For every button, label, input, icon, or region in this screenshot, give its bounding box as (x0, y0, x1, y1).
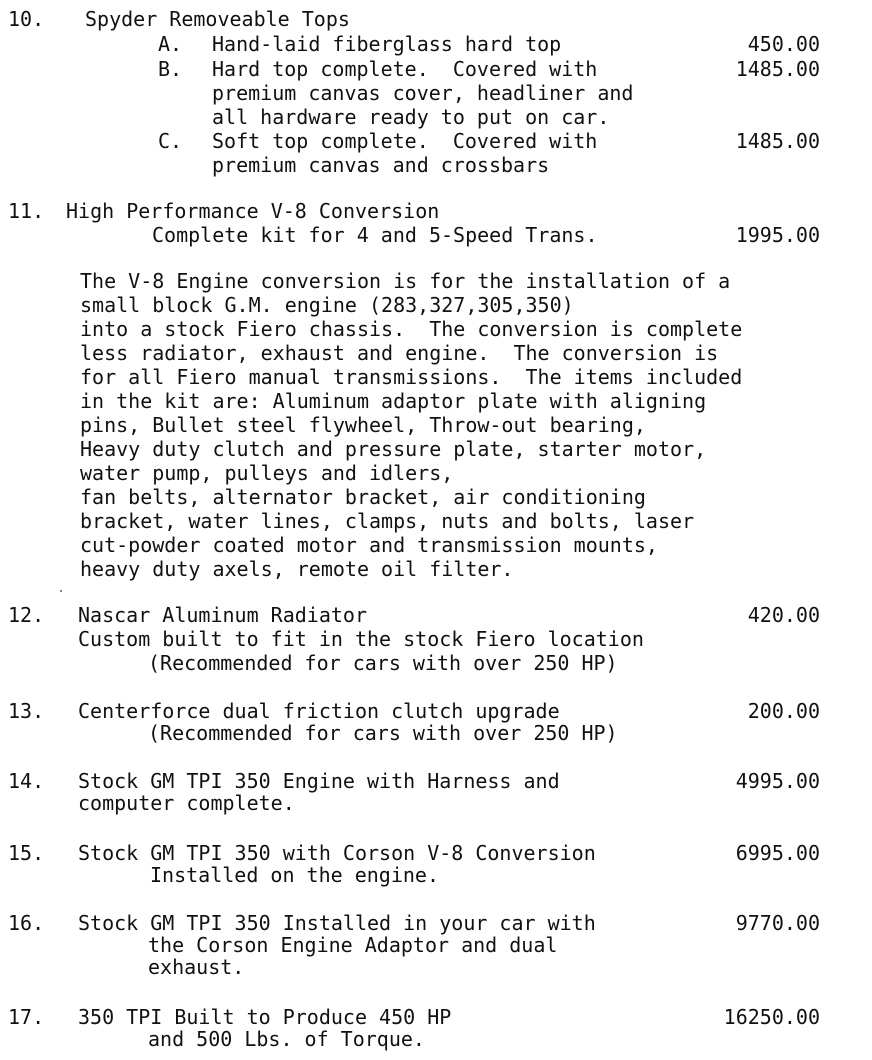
item-number: 16. (8, 911, 45, 935)
item-line: and 500 Lbs. of Torque. (148, 1027, 425, 1051)
price: 420.00 (747, 603, 820, 627)
subitem-line: Hard top complete. Covered with (212, 57, 598, 81)
item-title: Stock GM TPI 350 Installed in your car with (78, 911, 596, 935)
item-line: computer complete. (78, 791, 295, 815)
stray-mark (60, 590, 62, 592)
subitem-line: Hand-laid fiberglass hard top (212, 32, 562, 56)
price: 1485.00 (735, 57, 820, 81)
item-number: 10. (8, 7, 45, 31)
item-title: Centerforce dual friction clutch upgrade (78, 699, 560, 723)
description-line: for all Fiero manual transmissions. The items included (80, 365, 743, 389)
item-title: High Performance V-8 Conversion (66, 199, 440, 223)
price: 4995.00 (735, 769, 820, 793)
item-title: Stock GM TPI 350 Engine with Harness and (78, 769, 560, 793)
price: 200.00 (747, 699, 820, 723)
price: 1485.00 (735, 129, 820, 153)
item-title: Nascar Aluminum Radiator (78, 603, 367, 627)
description-line: pins, Bullet steel flywheel, Throw-out bearing, (80, 413, 646, 437)
item-title: 350 TPI Built to Produce 450 HP (78, 1005, 452, 1029)
description-line: small block G.M. engine (283,327,305,350) (80, 293, 574, 317)
item-line: exhaust. (148, 955, 245, 979)
subitem-line: premium canvas cover, headliner and (212, 81, 634, 105)
price: 450.00 (747, 32, 820, 56)
item-number: 13. (8, 699, 45, 723)
item-line: Installed on the engine. (150, 863, 439, 887)
description-line: cut-powder coated motor and transmission mounts, (80, 533, 658, 557)
description-line: into a stock Fiero chassis. The conversion is complete (80, 317, 743, 341)
item-number: 11. (8, 199, 45, 223)
item-title: Spyder Removeable Tops (85, 7, 350, 31)
description-line: less radiator, exhaust and engine. The conversion is (80, 341, 719, 365)
subitem-letter: C. (158, 129, 183, 153)
price: 16250.00 (723, 1005, 820, 1029)
subitem-line: premium canvas and crossbars (212, 153, 550, 177)
item-note: (Recommended for cars with over 250 HP) (148, 721, 618, 745)
item-number: 15. (8, 841, 45, 865)
item-title: Stock GM TPI 350 with Corson V-8 Conversion (78, 841, 596, 865)
item-line: Custom built to fit in the stock Fiero location (78, 627, 644, 651)
item-number: 17. (8, 1005, 45, 1029)
description-line: water pump, pulleys and idlers, (80, 461, 454, 485)
subitem-letter: A. (158, 32, 183, 56)
description-line: Heavy duty clutch and pressure plate, starter motor, (80, 437, 707, 461)
item-note: (Recommended for cars with over 250 HP) (148, 651, 618, 675)
item-line: the Corson Engine Adaptor and dual (148, 933, 558, 957)
description-line: heavy duty axels, remote oil filter. (80, 557, 514, 581)
item-number: 14. (8, 769, 45, 793)
price: 6995.00 (735, 841, 820, 865)
subitem-letter: B. (158, 57, 183, 81)
description-line: in the kit are: Aluminum adaptor plate with aligning (80, 389, 707, 413)
item-number: 12. (8, 603, 45, 627)
price: 9770.00 (735, 911, 820, 935)
description-line: The V-8 Engine conversion is for the installation of a (80, 269, 731, 293)
description-line: bracket, water lines, clamps, nuts and bolts, laser (80, 509, 695, 533)
description-line: fan belts, alternator bracket, air conditioning (80, 485, 646, 509)
price: 1995.00 (735, 223, 820, 247)
subitem-line: Soft top complete. Covered with (212, 129, 598, 153)
subitem-line: all hardware ready to put on car. (212, 105, 610, 129)
item-line: Complete kit for 4 and 5-Speed Trans. (152, 223, 598, 247)
